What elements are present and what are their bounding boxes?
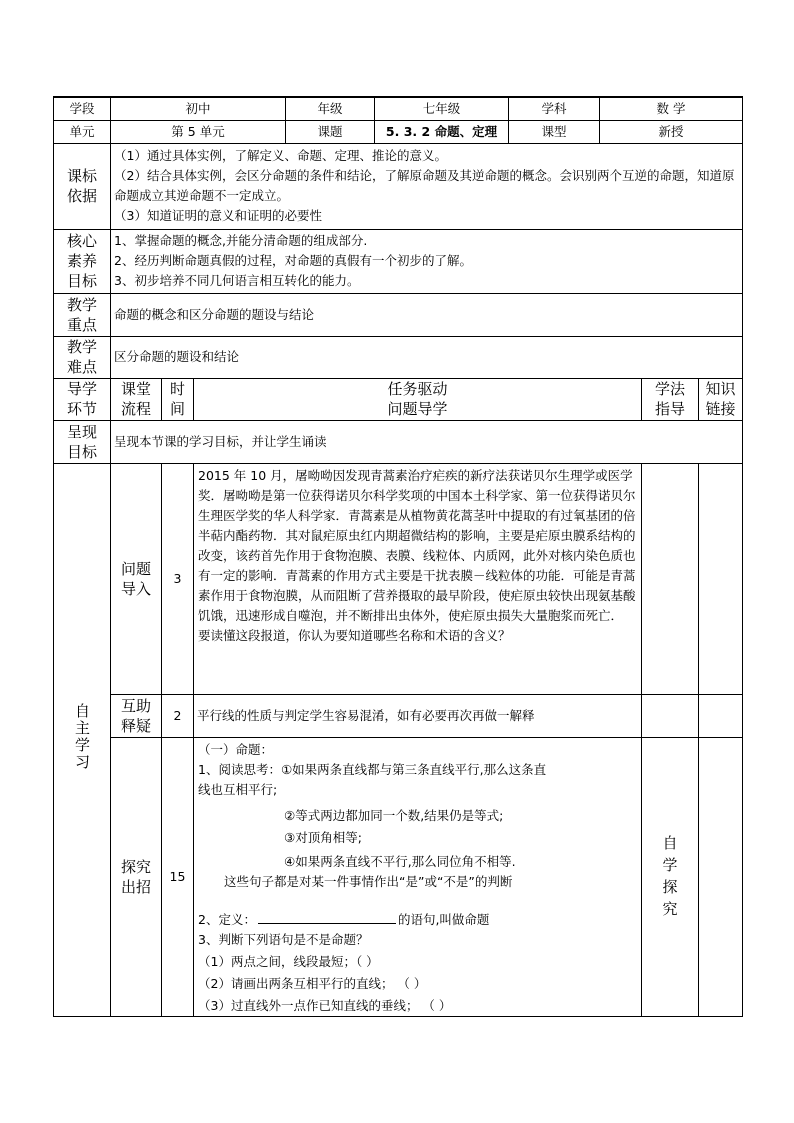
topic-value: 5. 3. 2 命题、定理 bbox=[375, 120, 509, 143]
mutual-time: 2 bbox=[162, 694, 194, 737]
standard-line-2: （2）结合具体实例，会区分命题的条件和结论，了解原命题及其逆命题的概念。会识别两个互逆的命题，知道原命题成立其逆命题不一定成立。 bbox=[114, 168, 735, 203]
explore-read-1a: 1、阅读思考：①如果两条直线都与第三条直线平行,那么这条直 bbox=[198, 761, 547, 777]
lesson-plan-table bbox=[53, 96, 743, 1017]
mutual-label: 互助 释疑 bbox=[111, 694, 162, 737]
key-points-label: 教学 重点 bbox=[54, 293, 111, 336]
unit-label: 单元 bbox=[54, 120, 111, 143]
explore-item-3: ③对顶角相等; bbox=[284, 829, 362, 845]
explore-item-2: ②等式两边都加同一个数,结果仍是等式; bbox=[284, 807, 504, 823]
standard-line-1: （1）通过具体实例，了解定义、命题、定理、推论的意义。 bbox=[114, 148, 447, 163]
literacy-line-2: 2、经历判断命题真假的过程，对命题的真假有一个初步的了解。 bbox=[114, 253, 472, 268]
literacy-line-1: 1、掌握命题的概念,并能分清命题的组成部分. bbox=[114, 233, 368, 248]
col-header-time: 时 间 bbox=[162, 378, 194, 420]
explore-label: 探究 出招 bbox=[111, 737, 162, 1016]
unit-value: 第 5 单元 bbox=[111, 120, 286, 143]
literacy-line-3: 3、初步培养不同几何语言相互转化的能力。 bbox=[114, 273, 360, 288]
explore-knowledge bbox=[699, 737, 743, 1016]
key-points-row bbox=[54, 293, 743, 336]
col-header-stage: 导学 环节 bbox=[54, 378, 111, 420]
explore-judge-1: （1）两点之间，线段最短；（ ） bbox=[198, 953, 379, 969]
explore-summary: 这些句子都是对某一件事情作出“是”或“不是”的判断 bbox=[224, 873, 513, 889]
difficulty-text: 区分命题的题设和结论 bbox=[111, 336, 743, 378]
intro-content bbox=[194, 463, 642, 694]
difficulty-label: 教学 难点 bbox=[54, 336, 111, 378]
intro-knowledge bbox=[699, 463, 743, 694]
mutual-knowledge bbox=[699, 694, 743, 737]
explore-judge-3: （3）过直线外一点作已知直线的垂线； （ ） bbox=[198, 997, 452, 1013]
standard-label: 课标 依据 bbox=[54, 143, 111, 229]
column-header-row bbox=[54, 378, 743, 420]
topic-label: 课题 bbox=[286, 120, 375, 143]
explore-section-title: （一）命题： bbox=[198, 741, 274, 757]
explore-row bbox=[54, 737, 743, 1016]
grade-value: 七年级 bbox=[375, 97, 509, 120]
explore-read-1b: 线也互相平行; bbox=[198, 781, 278, 797]
col-header-method: 学法 指导 bbox=[642, 378, 699, 420]
explore-content bbox=[194, 737, 642, 1016]
intro-row bbox=[54, 463, 743, 694]
intro-question: 要读懂这段报道，你认为要知道哪些名称和术语的含义？ bbox=[198, 627, 511, 643]
definition-blank[interactable] bbox=[258, 910, 396, 924]
present-label: 呈现 目标 bbox=[54, 420, 111, 463]
difficulty-row bbox=[54, 336, 743, 378]
standard-row bbox=[54, 143, 743, 229]
present-row bbox=[54, 420, 743, 463]
subject-label: 学科 bbox=[509, 97, 600, 120]
header-row-1 bbox=[54, 97, 743, 120]
intro-method bbox=[642, 463, 699, 694]
grade-label: 年级 bbox=[286, 97, 375, 120]
explore-time: 15 bbox=[162, 737, 194, 1016]
explore-method: 自 学 探 究 bbox=[642, 737, 699, 1016]
intro-time: 3 bbox=[162, 463, 194, 694]
header-row-2 bbox=[54, 120, 743, 143]
subject-value: 数 学 bbox=[600, 97, 743, 120]
key-points-text: 命题的概念和区分命题的题设与结论 bbox=[111, 293, 743, 336]
explore-judge-2: （2）请画出两条互相平行的直线； （ ） bbox=[198, 975, 427, 991]
mutual-row bbox=[54, 694, 743, 737]
intro-passage: 2015 年 10 月，屠呦呦因发现青蒿素治疗疟疾的新疗法获诺贝尔生理学或医学奖．屠呦呦是第一位获得诺贝尔科学奖项的中国本土科学家、第一位获得诺贝尔生理医学奖的华人科学家．青蒿素是从植物黄花蒿茎叶中提取的有过氧基团的倍半萜内酯药物．其对鼠疟原虫红内期超微结构的影响，主要是疟原虫膜系结构的改变，该药首先作用于食物泡膜、表膜、线粒体、内质网，此外对核内染色质也有一定的影响．青蒿素的作用方式主要是干扰表膜－线粒体的功能．可能是青蒿素作用于食物泡膜，从而阻断了营养摄取的最早阶段，使疟原虫较快出现氨基酸饥饿，迅速形成自噬泡，并不断排出虫体外，使疟原虫损失大量胞浆而死亡． bbox=[198, 467, 636, 623]
literacy-row bbox=[54, 229, 743, 293]
col-header-flow: 课堂 流程 bbox=[111, 378, 162, 420]
present-text: 呈现本节课的学习目标，并让学生诵读 bbox=[111, 420, 743, 463]
lesson-type-value: 新授 bbox=[600, 120, 743, 143]
col-header-task: 任务驱动 问题导学 bbox=[194, 378, 642, 420]
intro-label: 问题 导入 bbox=[111, 463, 162, 694]
stage-label: 学段 bbox=[54, 97, 111, 120]
self-study-label: 自主学习 bbox=[54, 463, 111, 1016]
lesson-type-label: 课型 bbox=[509, 120, 600, 143]
explore-item-4: ④如果两条直线不平行,那么同位角不相等. bbox=[284, 853, 516, 869]
standard-line-3: （3）知道证明的意义和证明的必要性 bbox=[114, 208, 322, 223]
stage-value: 初中 bbox=[111, 97, 286, 120]
standard-content bbox=[111, 143, 743, 229]
mutual-method bbox=[642, 694, 699, 737]
literacy-content bbox=[111, 229, 743, 293]
explore-judge-title: 3、判断下列语句是不是命题？ bbox=[198, 931, 369, 947]
mutual-text: 平行线的性质与判定学生容易混淆，如有必要再次再做一解释 bbox=[194, 694, 642, 737]
literacy-label: 核心 素养 目标 bbox=[54, 229, 111, 293]
explore-definition: 2、定义： 的语句,叫做命题 bbox=[198, 911, 490, 927]
col-header-knowledge: 知识 链接 bbox=[699, 378, 743, 420]
